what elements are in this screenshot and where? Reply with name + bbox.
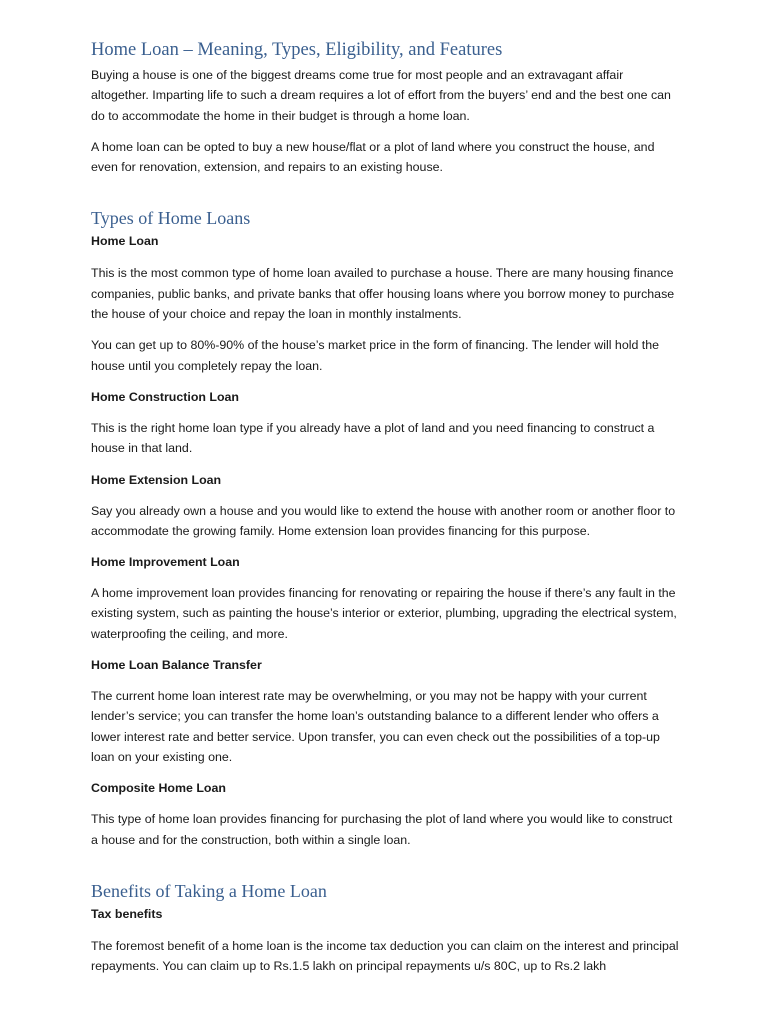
document-title: Home Loan – Meaning, Types, Eligibility, and Features	[91, 40, 503, 60]
subheading-tax-benefits: Tax benefits	[91, 906, 163, 921]
body-paragraph: This is the right home loan type if you already have a plot of land and you need financing to construct a house in that land.	[91, 420, 655, 456]
section-heading-types: Types of Home Loans	[91, 208, 251, 229]
subheading-home-construction-loan: Home Construction Loan	[91, 389, 239, 404]
body-paragraph: Say you already own a house and you would like to extend the house with another room or another floor to accommodate the growing family. Home extension loan provides financing for this purpose.	[91, 503, 676, 538]
body-paragraph: This type of home loan provides financing for purchasing the plot of land where you would like to construct a house and for the construction, both within a single loan.	[91, 812, 673, 847]
intro-paragraph: Buying a house is one of the biggest dreams come true for most people and an extravagant affair altogether. Imparting life to such a dream requires a lot of effort from the buyers’ end and the best one can do to accommodate the home in their budget is through a home loan.	[91, 68, 671, 123]
subheading-home-loan-balance-transfer: Home Loan Balance Transfer	[91, 658, 262, 673]
section-heading-benefits: Benefits of Taking a Home Loan	[91, 880, 327, 901]
body-paragraph: This is the most common type of home loan availed to purchase a house. There are many housing finance companies, public banks, and private banks that offer housing loans where you borrow money to purchase the house of your choice and repay the loan in monthly instalments.	[91, 266, 675, 322]
body-paragraph: You can get up to 80%-90% of the house’s market price in the form of financing. The lender will hold the house until you completely repay the loan.	[91, 338, 660, 373]
body-paragraph: The foremost benefit of a home loan is the income tax deduction you can claim on the interest and principal repayments. You can claim up to Rs.1.5 lakh on principal repayments u/s 80C, up to Rs.2 lakh	[91, 938, 679, 974]
subheading-home-loan: Home Loan	[91, 234, 159, 249]
subheading-home-improvement-loan: Home Improvement Loan	[91, 555, 240, 570]
body-paragraph: The current home loan interest rate may be overwhelming, or you may not be happy with your current lender’s service; you can transfer the home loan’s outstanding balance to a different lender who offers a lower interest rate and better service. Upon transfer, you can even check out the possibilities of a top-up loan on your existing one.	[91, 689, 660, 764]
document-page	[91, 38, 681, 987]
body-paragraph: A home improvement loan provides financing for renovating or repairing the house if there’s any fault in the existing system, such as painting the house’s interior or exterior, plumbing, upgrading the electrical system, waterproofing the ceiling, and more.	[91, 586, 677, 641]
intro-paragraph: A home loan can be opted to buy a new house/flat or a plot of land where you construct the house, and even for renovation, extension, and repairs to an existing house.	[91, 139, 655, 175]
subheading-home-extension-loan: Home Extension Loan	[91, 472, 222, 487]
subheading-composite-home-loan: Composite Home Loan	[91, 781, 226, 796]
